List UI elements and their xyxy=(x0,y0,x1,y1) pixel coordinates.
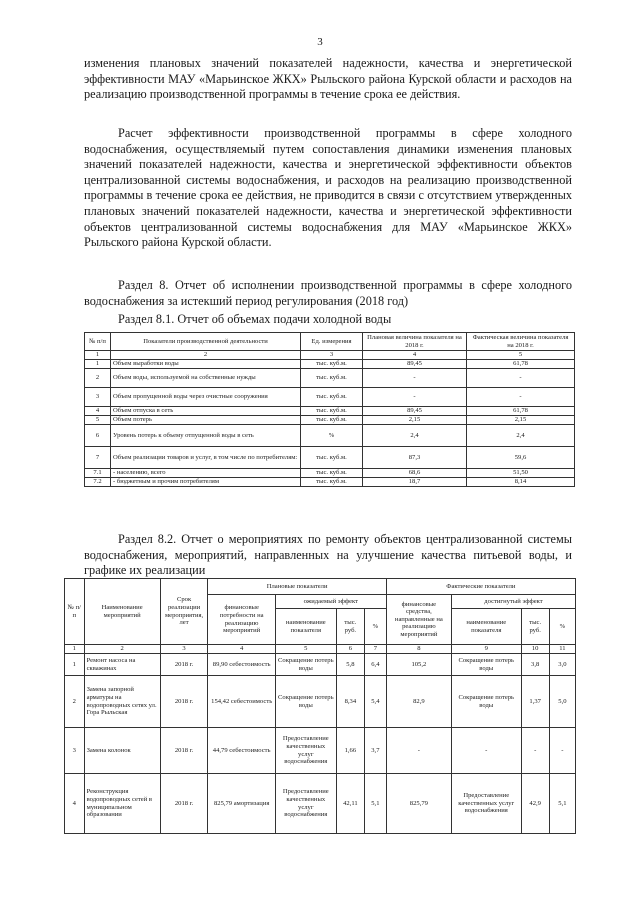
t2-cell: 3,0 xyxy=(549,654,575,676)
t1-cell-unit: тыс. куб.м. xyxy=(301,360,363,369)
t1-header-unit: Ед. измерения xyxy=(301,333,363,351)
t2-colnum: 2 xyxy=(84,645,160,654)
t2-cell: 5,0 xyxy=(549,676,575,728)
table-row xyxy=(85,447,575,469)
t2-cell: Ремонт насоса на скважинах xyxy=(84,654,160,676)
t2-colnum: 4 xyxy=(208,645,275,654)
t1-cell-fact: 51,50 xyxy=(467,469,575,478)
t2-header-term: Срок реализации мероприятия, лет xyxy=(160,579,208,645)
t1-cell-plan: 2,4 xyxy=(363,425,467,447)
t1-cell-unit: тыс. куб.м. xyxy=(301,388,363,407)
t2-cell: 154,42 себестоимость xyxy=(208,676,275,728)
t1-cell-plan: 89,45 xyxy=(363,407,467,416)
cold-water-volume-table xyxy=(84,332,575,487)
t1-cell-plan: 68,6 xyxy=(363,469,467,478)
t2-cell: 44,79 себестоимость xyxy=(208,728,275,774)
t2-header-plan: Плановые показатели xyxy=(208,579,386,595)
t2-cell: 5,1 xyxy=(549,774,575,834)
table-row xyxy=(85,388,575,407)
t1-cell-indicator: Объем воды, используемой на собственные нужды xyxy=(111,369,301,388)
t2-cell: 1,37 xyxy=(521,676,549,728)
t2-cell: 8,34 xyxy=(336,676,364,728)
table-row xyxy=(85,369,575,388)
t2-cell: 5,8 xyxy=(336,654,364,676)
t2-cell: 2018 г. xyxy=(160,774,208,834)
t2-cell: 3,7 xyxy=(365,728,387,774)
t1-cell-plan: 2,15 xyxy=(363,416,467,425)
t1-cell-fact: 2,15 xyxy=(467,416,575,425)
t1-cell-num: 1 xyxy=(85,360,111,369)
t1-cell-num: 3 xyxy=(85,388,111,407)
t1-cell-fact: 59,6 xyxy=(467,447,575,469)
t2-cell: - xyxy=(386,728,451,774)
t1-cell-fact: 8,14 xyxy=(467,478,575,487)
t1-header-num: № п/п xyxy=(85,333,111,351)
t2-header-fact-eff-pct: % xyxy=(549,609,575,645)
t2-cell: 2018 г. xyxy=(160,728,208,774)
t2-header-name: Наименование мероприятий xyxy=(84,579,160,645)
t1-cell-fact: 2,4 xyxy=(467,425,575,447)
table-row xyxy=(85,360,575,369)
t2-colnum: 6 xyxy=(336,645,364,654)
t2-cell: 2018 г. xyxy=(160,676,208,728)
t2-cell: Сокращение потерь воды xyxy=(275,676,336,728)
t2-cell: 825,79 xyxy=(386,774,451,834)
t1-cell-plan: 87,3 xyxy=(363,447,467,469)
t2-cell: Сокращение потерь воды xyxy=(275,654,336,676)
t2-cell: 6,4 xyxy=(365,654,387,676)
t2-cell: Сокращение потерь воды xyxy=(451,676,521,728)
t2-colnum: 3 xyxy=(160,645,208,654)
t2-header-fact-eff-rub: тыс. руб. xyxy=(521,609,549,645)
t1-cell-indicator: - населению, всего xyxy=(111,469,301,478)
t2-cell: - xyxy=(451,728,521,774)
t2-cell: 4 xyxy=(65,774,85,834)
paragraph-efficiency: Расчет эффективности производственной программы в сфере холодного водоснабжения, осуществляемый путем сопоставления динамики изменения плановых значений показателей надежности, качества и энергетической эффективности объектов централизованной системы водоснабжения, и расходов на реализацию производственной программы в течение срока ее действия, не приводится в связи с отсутствием утвержденных плановых значений показателей надежности, качества и энергетической эффективности объектов централизованной системы водоснабжения для МАУ «Марьинское ЖКХ» Рыльского района Курской области. xyxy=(84,126,572,250)
t1-cell-num: 6 xyxy=(85,425,111,447)
t2-header-fact-eff-name: наименование показателя xyxy=(451,609,521,645)
t1-cell-fact: - xyxy=(467,369,575,388)
table-row xyxy=(85,478,575,487)
t1-cell-plan: 89,45 xyxy=(363,360,467,369)
t1-cell-num: 4 xyxy=(85,407,111,416)
table-row xyxy=(85,407,575,416)
repair-measures-table xyxy=(64,578,576,834)
t2-cell: - xyxy=(549,728,575,774)
t2-header-num: № п/п xyxy=(65,579,85,645)
page-number: 3 xyxy=(317,36,323,48)
section-8-heading: Раздел 8. Отчет об исполнении производственной программы в сфере холодного водоснабжения за истекший период регулирования (2018 год) xyxy=(84,278,572,308)
t1-header-fact: Фактическая величина показателя на 2018 г. xyxy=(467,333,575,351)
t1-cell-num: 7.2 xyxy=(85,478,111,487)
t1-cell-indicator: Объем реализации товаров и услуг, в том числе по потребителям: xyxy=(111,447,301,469)
table-row xyxy=(65,774,576,834)
t2-cell: Предоставление качественных услуг водоснабжения xyxy=(275,774,336,834)
t1-cell-unit: тыс. куб.м. xyxy=(301,478,363,487)
t2-colnum: 10 xyxy=(521,645,549,654)
table-row xyxy=(85,416,575,425)
t2-header-fact-effect: достигнутый эффект xyxy=(451,595,575,609)
t2-cell: 2018 г. xyxy=(160,654,208,676)
t2-header-fact: Фактические показатели xyxy=(386,579,575,595)
t2-cell: 42,11 xyxy=(336,774,364,834)
table-row xyxy=(85,425,575,447)
t2-colnum: 8 xyxy=(386,645,451,654)
t2-cell: Предоставление качественных услуг водоснабжения xyxy=(275,728,336,774)
t1-cell-plan: - xyxy=(363,388,467,407)
t1-cell-unit: тыс. куб.м. xyxy=(301,447,363,469)
t2-cell: 825,79 амортизация xyxy=(208,774,275,834)
t1-header-plan: Плановая величина показателя на 2018 г. xyxy=(363,333,467,351)
table-row xyxy=(65,654,576,676)
t1-colnum: 3 xyxy=(301,351,363,360)
t1-header-indicator: Показатели производственной деятельности xyxy=(111,333,301,351)
t1-cell-indicator: - бюджетным и прочим потребителям xyxy=(111,478,301,487)
table-row xyxy=(65,728,576,774)
t1-cell-unit: тыс. куб.м. xyxy=(301,469,363,478)
t1-colnum: 2 xyxy=(111,351,301,360)
t1-cell-indicator: Объем выработки воды xyxy=(111,360,301,369)
t2-header-plan-eff-pct: % xyxy=(365,609,387,645)
t1-cell-unit: тыс. куб.м. xyxy=(301,407,363,416)
t1-cell-indicator: Объем отпуска в сеть xyxy=(111,407,301,416)
t1-cell-fact: - xyxy=(467,388,575,407)
table-row xyxy=(85,469,575,478)
t2-cell: Замена колонок xyxy=(84,728,160,774)
t2-cell: Сокращение потерь воды xyxy=(451,654,521,676)
t2-cell: 3 xyxy=(65,728,85,774)
t1-cell-indicator: Объем пропущенной воды через очистные сооружения xyxy=(111,388,301,407)
t2-cell: 3,8 xyxy=(521,654,549,676)
t2-cell: 1,66 xyxy=(336,728,364,774)
t1-cell-unit: % xyxy=(301,425,363,447)
paragraph-intro: изменения плановых значений показателей надежности, качества и энергетической эффективности МАУ «Марьинское ЖКХ» Рыльского района Курской области и расходов на реализацию производственной программы в течение срока ее действия. xyxy=(84,56,572,102)
t2-colnum: 1 xyxy=(65,645,85,654)
t2-cell: - xyxy=(521,728,549,774)
t1-cell-plan: - xyxy=(363,369,467,388)
t1-cell-unit: тыс. куб.м. xyxy=(301,416,363,425)
t1-cell-indicator: Объем потерь xyxy=(111,416,301,425)
t1-cell-unit: тыс. куб.м. xyxy=(301,369,363,388)
t2-cell: 105,2 xyxy=(386,654,451,676)
t2-cell: Реконструкция водопроводных сетей в муниципальном образовании xyxy=(84,774,160,834)
section-8-2-heading: Раздел 8.2. Отчет о мероприятиях по ремонту объектов централизованной системы водоснабжения, мероприятий, направленных на улучшение качества питьевой воды, и графике их реализации xyxy=(84,532,572,578)
t2-cell: 82,9 xyxy=(386,676,451,728)
t2-colnum: 7 xyxy=(365,645,387,654)
t2-cell: 89,90 себестоимость xyxy=(208,654,275,676)
t1-cell-num: 2 xyxy=(85,369,111,388)
t2-colnum: 5 xyxy=(275,645,336,654)
t2-header-plan-eff-rub: тыс. руб. xyxy=(336,609,364,645)
t1-colnum: 5 xyxy=(467,351,575,360)
section-8-1-heading: Раздел 8.1. Отчет об объемах подачи холодной воды xyxy=(118,312,392,326)
t1-cell-fact: 61,78 xyxy=(467,407,575,416)
t1-cell-num: 5 xyxy=(85,416,111,425)
t1-cell-plan: 18,7 xyxy=(363,478,467,487)
t2-cell: Предоставление качественных услуг водоснабжения xyxy=(451,774,521,834)
t1-colnum: 1 xyxy=(85,351,111,360)
t1-cell-indicator: Уровень потерь к объему отпущенной воды в сеть xyxy=(111,425,301,447)
t1-cell-num: 7 xyxy=(85,447,111,469)
t1-cell-fact: 61,78 xyxy=(467,360,575,369)
t2-cell: 1 xyxy=(65,654,85,676)
t2-cell: 5,1 xyxy=(365,774,387,834)
t2-cell: 42,9 xyxy=(521,774,549,834)
t2-colnum: 11 xyxy=(549,645,575,654)
t2-header-plan-effect: ожидаемый эффект xyxy=(275,595,386,609)
t2-cell: Замена запорной арматуры на водопроводных сетях ул. Гора Рыльская xyxy=(84,676,160,728)
t2-colnum: 9 xyxy=(451,645,521,654)
table-row xyxy=(65,676,576,728)
t2-cell: 2 xyxy=(65,676,85,728)
t1-cell-num: 7.1 xyxy=(85,469,111,478)
t2-header-plan-fin: финансовые потребности на реализацию мероприятий xyxy=(208,595,275,645)
t2-header-fact-fin: финансовые средства, направленные на реализацию мероприятий xyxy=(386,595,451,645)
t2-header-plan-eff-name: наименование показателя xyxy=(275,609,336,645)
t2-cell: 5,4 xyxy=(365,676,387,728)
t1-colnum: 4 xyxy=(363,351,467,360)
